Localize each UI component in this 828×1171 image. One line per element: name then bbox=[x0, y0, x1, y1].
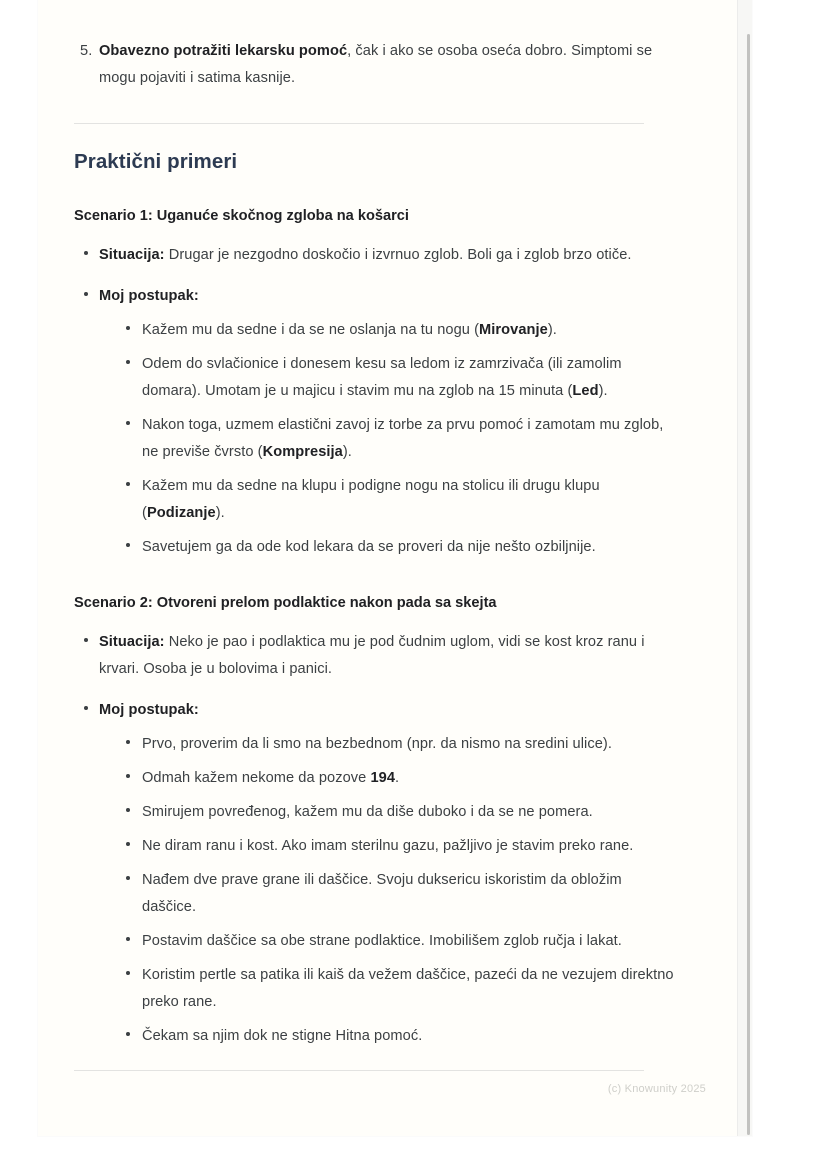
list-marker-number: 5. bbox=[80, 43, 93, 59]
vertical-scrollbar-thumb[interactable] bbox=[747, 34, 750, 1135]
step-text-before: Kažem mu da sedne na klupu i podigne nogu na stolicu ili drugu klupu ( bbox=[142, 478, 600, 521]
scenario-1-steps bbox=[99, 317, 674, 561]
procedure-label: Moj postupak: bbox=[99, 702, 199, 718]
situation-label: Situacija: bbox=[99, 247, 165, 263]
list-item bbox=[114, 534, 674, 561]
bullet-icon bbox=[126, 867, 130, 894]
scenario-2-list bbox=[68, 629, 674, 1050]
section-divider-top bbox=[74, 123, 644, 124]
step-text-before: Čekam sa njim dok ne stigne Hitna pomoć. bbox=[142, 1028, 423, 1044]
step-text-before: Smirujem povređenog, kažem mu da diše duboko i da se ne pomera. bbox=[142, 804, 593, 820]
step-text-before: Nakon toga, uzmem elastični zavoj iz torbe za prvu pomoć i zamotam mu zglob, ne previše čvrsto ( bbox=[142, 417, 664, 460]
scenario-2-procedure bbox=[68, 697, 674, 1050]
situation-text: Drugar je nezgodno doskočio i izvrnuo zglob. Boli ga i zglob brzo otiče. bbox=[164, 247, 632, 263]
bullet-icon bbox=[84, 697, 88, 724]
step-text-before: Odmah kažem nekome da pozove bbox=[142, 770, 371, 786]
list-item bbox=[114, 731, 674, 758]
step-text-before: Savetujem ga da ode kod lekara da se proveri da nije nešto ozbiljnije. bbox=[142, 539, 596, 555]
step-text-before: Prvo, proverim da li smo na bezbednom (npr. da nismo na sredini ulice). bbox=[142, 736, 612, 752]
step-text-after: ). bbox=[215, 505, 225, 521]
procedure-label: Moj postupak: bbox=[99, 288, 199, 304]
step-text-bold: 194 bbox=[370, 770, 396, 786]
step-text-bold: Led bbox=[572, 383, 599, 399]
list-item bbox=[114, 962, 674, 1016]
bullet-icon bbox=[126, 799, 130, 826]
list-item bbox=[114, 317, 674, 344]
document-content-column bbox=[68, 0, 706, 1111]
list-item bbox=[114, 928, 674, 955]
scenario-1-heading: Scenario 1: Uganuće skočnog zgloba na košarci bbox=[74, 208, 409, 224]
step-text-bold: Kompresija bbox=[262, 444, 343, 460]
ordered-list-item bbox=[68, 38, 674, 92]
step-text-bold: Podizanje bbox=[146, 505, 216, 521]
list-item bbox=[114, 473, 674, 527]
bullet-icon bbox=[126, 534, 130, 561]
situation-label: Situacija: bbox=[99, 634, 165, 650]
step-text-after: ). bbox=[342, 444, 352, 460]
bullet-icon bbox=[126, 473, 130, 500]
list-item-lead-bold: Obavezno potražiti lekarsku pomoć bbox=[99, 43, 348, 59]
document-card bbox=[38, 0, 752, 1136]
list-item bbox=[114, 765, 674, 792]
footer bbox=[68, 1071, 706, 1111]
bullet-icon bbox=[84, 283, 88, 310]
step-text-after: . bbox=[395, 770, 400, 786]
scenario-1-situation bbox=[68, 242, 674, 269]
step-text-after: ). bbox=[547, 322, 557, 338]
bullet-icon bbox=[84, 242, 88, 269]
list-item bbox=[114, 867, 674, 921]
step-text-before: Nađem dve prave grane ili daščice. Svoju duksericu iskoristim da obložim daščice. bbox=[142, 872, 622, 915]
bullet-icon bbox=[126, 351, 130, 378]
copyright-credit: (c) Knowunity 2025 bbox=[607, 1083, 706, 1095]
bullet-icon bbox=[126, 765, 130, 792]
step-text-before: Kažem mu da sedne i da se ne oslanja na tu nogu ( bbox=[142, 322, 480, 338]
bullet-icon bbox=[126, 833, 130, 860]
list-item-rest-text: , čak i ako se osoba oseća dobro. Simptomi se mogu pojaviti i satima kasnije. bbox=[99, 43, 653, 86]
ordered-list-continuation bbox=[68, 38, 674, 92]
bullet-icon bbox=[84, 629, 88, 656]
page-title: Praktični primeri bbox=[74, 150, 238, 173]
scenario-2-situation bbox=[68, 629, 674, 683]
step-text-after: ). bbox=[598, 383, 608, 399]
scenario-2-steps bbox=[99, 731, 674, 1050]
situation-text: Neko je pao i podlaktica mu je pod čudnim uglom, vidi se kost kroz ranu i krvari. Osoba je u bolovima i panici. bbox=[99, 634, 645, 677]
bullet-icon bbox=[126, 962, 130, 989]
step-text-before: Postavim daščice sa obe strane podlaktice. Imobilišem zglob ručja i lakat. bbox=[142, 933, 622, 949]
bullet-icon bbox=[126, 1023, 130, 1050]
list-item bbox=[114, 799, 674, 826]
scenario-1-list bbox=[68, 242, 674, 561]
bullet-icon bbox=[126, 928, 130, 955]
list-item bbox=[114, 412, 674, 466]
step-text-before: Odem do svlačionice i donesem kesu sa ledom iz zamrzivača (ili zamolim domara). Umotam je u majicu i stavim mu na zglob na 15 minuta ( bbox=[142, 356, 622, 399]
list-item bbox=[114, 351, 674, 405]
step-text-before: Ne diram ranu i kost. Ako imam sterilnu gazu, pažljivo je stavim preko rane. bbox=[142, 838, 634, 854]
list-item bbox=[114, 1023, 674, 1050]
bullet-icon bbox=[126, 731, 130, 758]
step-text-before: Koristim pertle sa patika ili kaiš da vežem daščice, pazeći da ne vezujem direktno preko rane. bbox=[142, 967, 674, 1010]
bullet-icon bbox=[126, 412, 130, 439]
bullet-icon bbox=[126, 317, 130, 344]
list-item bbox=[114, 833, 674, 860]
step-text-bold: Mirovanje bbox=[479, 322, 548, 338]
scenario-2-heading: Scenario 2: Otvoreni prelom podlaktice nakon pada sa skejta bbox=[74, 595, 497, 611]
scenario-1-procedure bbox=[68, 283, 674, 561]
